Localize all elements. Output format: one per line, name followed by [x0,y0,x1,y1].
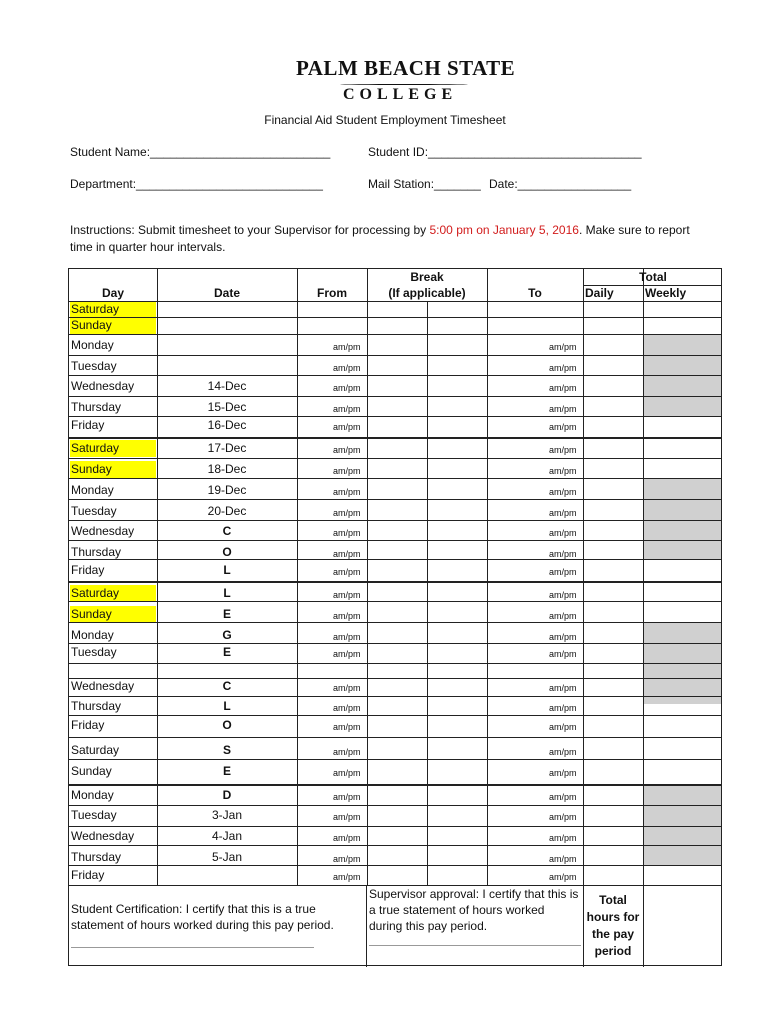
row-divider [69,581,721,583]
day-label: Friday [71,718,105,732]
day-label: Tuesday [71,645,117,659]
to-ampm: am/pm [549,703,577,713]
date-value: G [222,628,232,642]
day-label: Tuesday [71,808,117,822]
row-divider [69,499,721,500]
date-value: O [222,718,232,732]
date-value: E [222,607,231,621]
row-divider [69,317,721,318]
header-from: From [317,286,347,300]
row-divider [69,540,721,541]
mail-station-field[interactable]: Mail Station:_______ [368,177,481,191]
date-value: E [222,645,231,659]
date-value: D [222,788,232,802]
date-value: 3-Jan [211,808,243,822]
date-field[interactable]: Date:_________________ [489,177,632,191]
from-ampm: am/pm [333,342,361,352]
student-signature-line[interactable] [71,947,314,948]
header-weekly: Weekly [645,286,687,300]
to-ampm: am/pm [549,792,577,802]
day-label: Friday [71,563,105,577]
from-ampm: am/pm [333,722,361,732]
header-break-note: (If applicable) [388,286,466,300]
row-divider [69,759,721,760]
footer-divider [366,885,367,967]
row-divider [69,478,721,479]
supervisor-approval: Supervisor approval: I certify that this is a true statement of hours worked during this pay period. [369,887,579,933]
student-name-field[interactable]: Student Name:___________________________ [70,145,331,159]
date-value: 15-Dec [207,400,247,414]
to-ampm: am/pm [549,611,577,621]
from-ampm: am/pm [333,383,361,393]
instructions-text: Instructions: Submit timesheet to your Supervisor for processing by [70,223,430,237]
to-ampm: am/pm [549,363,577,373]
to-ampm: am/pm [549,342,577,352]
day-label: Saturday [71,302,120,316]
to-ampm: am/pm [549,632,577,642]
row-divider [69,737,721,738]
row-divider [69,601,721,602]
student-id-field[interactable]: Student ID:________________________________ [368,145,642,159]
date-value: O [222,545,232,559]
from-ampm: am/pm [333,528,361,538]
from-ampm: am/pm [333,768,361,778]
day-label: Wednesday [71,829,135,843]
student-certification: Student Certification: I certify that this is a true statement of hours worked during this pay period. [71,902,334,932]
department-field[interactable]: Department:____________________________ [70,177,323,191]
date-value: C [222,679,232,693]
to-ampm: am/pm [549,872,577,882]
day-label: Monday [71,483,114,497]
row-divider [69,559,721,560]
day-label: Thursday [71,545,122,559]
from-ampm: am/pm [333,872,361,882]
from-ampm: am/pm [333,590,361,600]
row-divider [69,520,721,521]
to-ampm: am/pm [549,549,577,559]
to-ampm: am/pm [549,567,577,577]
row-divider [69,643,721,644]
from-ampm: am/pm [333,683,361,693]
column-divider [583,269,584,885]
row-divider [69,396,721,397]
to-ampm: am/pm [549,487,577,497]
to-ampm: am/pm [549,812,577,822]
day-label: Sunday [71,318,112,332]
weekly-shaded-cell [643,478,721,559]
day-label: Monday [71,628,114,642]
row-divider [69,416,721,417]
date-value: 18-Dec [207,462,247,476]
date-value: 16-Dec [207,418,247,432]
to-ampm: am/pm [549,683,577,693]
total-hours-input[interactable] [644,885,721,965]
instructions [70,222,710,256]
day-label: Sunday [71,764,112,778]
date-value: E [222,764,231,778]
column-divider [297,269,298,885]
from-ampm: am/pm [333,487,361,497]
date-value: L [223,563,231,577]
from-ampm: am/pm [333,854,361,864]
from-ampm: am/pm [333,747,361,757]
to-ampm: am/pm [549,466,577,476]
from-ampm: am/pm [333,422,361,432]
row-divider [69,845,721,846]
row-divider [69,437,721,439]
header-daily: Daily [585,286,614,300]
from-ampm: am/pm [333,508,361,518]
date-value: 14-Dec [207,379,247,393]
instructions-text-end: . Make sure to report time in quarter hour intervals. [70,223,690,254]
date-value: 19-Dec [207,483,247,497]
day-label: Tuesday [71,504,117,518]
from-ampm: am/pm [333,703,361,713]
header-break: Break [410,270,444,284]
to-ampm: am/pm [549,404,577,414]
from-ampm: am/pm [333,792,361,802]
column-divider [487,269,488,885]
from-ampm: am/pm [333,404,361,414]
header-day: Day [101,286,124,300]
college-logo-subtitle: COLLEGE [343,86,458,103]
column-divider [643,269,644,885]
day-label: Wednesday [71,679,135,693]
row-divider [69,715,721,716]
header-date: Date [213,286,240,300]
date-value: 20-Dec [207,504,247,518]
row-divider [69,784,721,786]
from-ampm: am/pm [333,632,361,642]
from-ampm: am/pm [333,466,361,476]
total-hours-label: Total hours for the pay period [586,893,640,958]
from-ampm: am/pm [333,833,361,843]
to-ampm: am/pm [549,649,577,659]
row-divider [69,622,721,623]
date-value: S [222,743,231,757]
to-ampm: am/pm [549,422,577,432]
day-label: Thursday [71,850,122,864]
logo-swoosh [340,84,468,85]
day-label: Friday [71,418,105,432]
day-label: Wednesday [71,379,135,393]
to-ampm: am/pm [549,833,577,843]
to-ampm: am/pm [549,854,577,864]
to-ampm: am/pm [549,528,577,538]
to-ampm: am/pm [549,508,577,518]
to-ampm: am/pm [549,747,577,757]
row-divider [69,663,721,664]
row-divider [69,696,721,697]
weekly-shaded-cell [643,784,721,865]
row-divider [69,826,721,827]
from-ampm: am/pm [333,363,361,373]
row-divider [69,334,721,335]
column-divider [367,269,368,885]
date-value: 4-Jan [211,829,243,843]
to-ampm: am/pm [549,590,577,600]
day-label: Saturday [71,743,120,757]
page-title: Financial Aid Student Employment Timesheet [264,113,506,127]
timesheet-table [68,268,722,966]
day-label: Monday [71,788,114,802]
to-ampm: am/pm [549,445,577,455]
row-divider [69,355,721,356]
from-ampm: am/pm [333,567,361,577]
deadline-text: 5:00 pm on January 5, 2016 [429,223,579,237]
day-label: Sunday [71,462,112,476]
from-ampm: am/pm [333,611,361,621]
day-label: Saturday [71,441,120,455]
from-ampm: am/pm [333,549,361,559]
to-ampm: am/pm [549,383,577,393]
date-value: 5-Jan [211,850,243,864]
day-label: Monday [71,338,114,352]
date-value: L [223,586,231,600]
day-label: Wednesday [71,524,135,538]
from-ampm: am/pm [333,649,361,659]
day-label: Friday [71,868,105,882]
college-logo-name: PALM BEACH STATE [296,56,516,80]
to-ampm: am/pm [549,768,577,778]
column-divider [427,301,428,885]
day-label: Saturday [71,586,120,600]
row-divider [69,865,721,866]
to-ampm: am/pm [549,722,577,732]
date-value: L [223,699,231,713]
date-value: 17-Dec [207,441,247,455]
header-total: Total [639,270,667,284]
date-value: C [222,524,232,538]
row-divider [69,301,721,302]
row-divider [69,458,721,459]
from-ampm: am/pm [333,812,361,822]
row-divider [69,805,721,806]
supervisor-signature-line[interactable] [369,945,581,946]
day-label: Thursday [71,699,122,713]
day-label: Thursday [71,400,122,414]
day-label: Sunday [71,607,112,621]
day-label: Tuesday [71,359,117,373]
row-divider [69,375,721,376]
header-to: To [528,286,542,300]
from-ampm: am/pm [333,445,361,455]
